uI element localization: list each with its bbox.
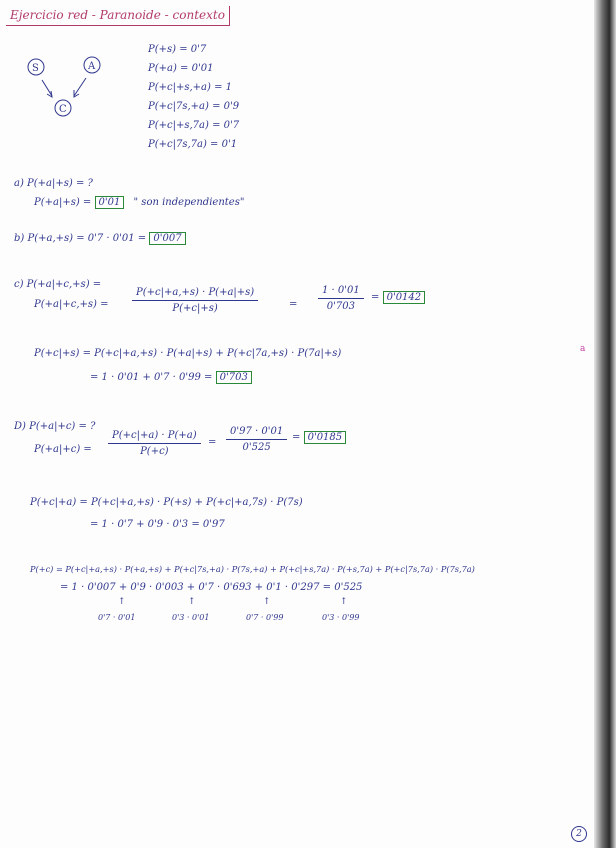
sub-note-4: 0'3 · 0'99 [322,613,360,622]
network-diagram [20,50,120,125]
margin-mark: a [580,344,586,354]
part-c-pcs-box: 0'703 [216,371,252,384]
part-d-answer-box: 0'0185 [304,431,347,444]
part-d-fraction-1: $\frac{P(+c|+a) \cdot P(+a)}{P(+c)}$ [108,430,201,457]
part-d-eq-2: = 0'0185 [292,432,346,444]
given-ps: P(+s) = 0'7 [148,44,207,55]
arrowhead-a-c [74,90,79,97]
part-b-answer-box: 0'007 [149,232,185,245]
sub-arrow-1: ↑ [118,597,126,607]
given-pc-sa: P(+c|+s,+a) = 1 [148,82,233,93]
given-pc-nsa: P(+c|7s,+a) = 0'9 [148,101,240,112]
part-c-answer-box: 0'0142 [383,291,426,304]
part-b-line: b) P(+a,+s) = 0'7 · 0'01 = 0'007 [14,233,186,245]
part-a-question: a) P(+a|+s) = ? [14,178,93,189]
part-d-question: D) P(+a|+c) = ? [14,421,96,432]
page-title: Ejercicio red - Paranoide - contexto [6,6,230,26]
part-c-fraction-2: $\frac{1 \cdot 0'01}{0'703}$ [318,285,364,312]
sub-note-3: 0'7 · 0'99 [246,613,284,622]
part-d-expansion: P(+c|+a) = P(+c|+a,+s) · P(+s) + P(+c|+a,7s) · P(7s) [30,497,303,508]
node-a-label: A [88,61,96,72]
sub-arrow-2: ↑ [188,597,196,607]
part-d-fraction-2: $\frac{0'97 \cdot 0'01}{0'525}$ [226,426,287,453]
part-c-question: c) P(+a|+c,+s) = [14,279,102,290]
sub-note-2: 0'3 · 0'01 [172,613,210,622]
node-s-label: S [32,63,39,74]
part-d-lhs: P(+a|+c) = [34,444,92,455]
part-d-evaluation: = 1 · 0'7 + 0'9 · 0'3 = 0'97 [90,519,225,530]
part-c-fraction-1: $\frac{P(+c|+a,+s) \cdot P(+a|+s)}{P(+c|+s)}$ [132,287,258,314]
part-c-evaluation: = 1 · 0'01 + 0'7 · 0'99 = 0'703 [90,372,252,384]
node-c-label: C [59,104,67,115]
edge-a-c [74,78,86,96]
part-c-eq-2: = 0'0142 [371,292,425,304]
page-number: 2 [571,826,587,842]
part-a-note: " son independientes" [133,197,245,208]
part-c-eq-1: = [289,299,298,310]
given-pc-nsna: P(+c|7s,7a) = 0'1 [148,139,238,150]
part-a-line: P(+a|+s) = 0'01 " son independientes" [34,197,245,208]
given-pc-sna: P(+c|+s,7a) = 0'7 [148,120,240,131]
part-c-expansion: P(+c|+s) = P(+c|+a,+s) · P(+a|+s) + P(+c|7a,+s) · P(7a|+s) [34,348,342,359]
pc-total-expansion: P(+c) = P(+c|+a,+s) · P(+a,+s) + P(+c|7s,+a) · P(7s,+a) + P(+c|+s,7a) · P(+s,7a) + P(+c|7s,7a) · P(7s,7a) [30,564,475,574]
part-d-eq-1: = [208,437,217,448]
sub-note-1: 0'7 · 0'01 [98,613,136,622]
part-c-lhs: P(+a|+c,+s) = [34,299,109,310]
part-a-answer-box: 0'01 [95,196,125,209]
sub-arrow-3: ↑ [263,597,271,607]
sub-arrow-4: ↑ [340,597,348,607]
given-pa: P(+a) = 0'01 [148,63,214,74]
page-edge [594,0,616,848]
edge-s-c [42,80,52,96]
pc-total-evaluation: = 1 · 0'007 + 0'9 · 0'003 + 0'7 · 0'693 + 0'1 · 0'297 = 0'525 [60,582,363,593]
